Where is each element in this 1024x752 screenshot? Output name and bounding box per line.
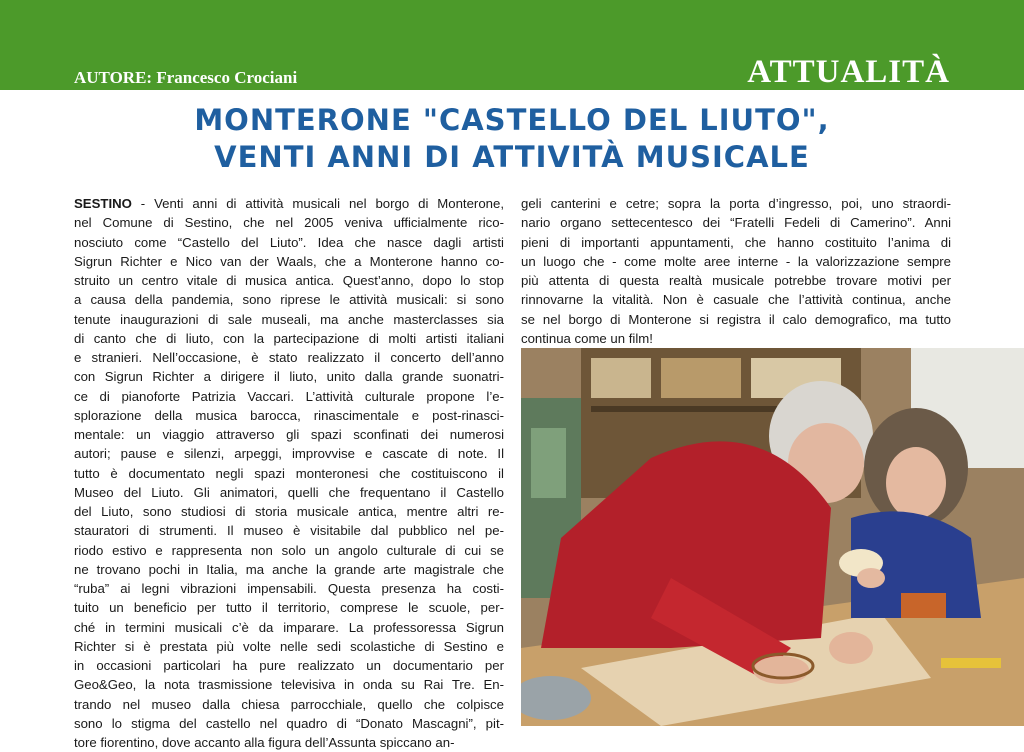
article-line: un luogo che - come molte aree interne - la valorizzazione sempre — [521, 253, 951, 269]
article-line: del Liuto, sono studiosi di storia musicale antica, mentre altri re- — [74, 504, 504, 519]
article-line: struito un centro vitale di musica antica. Quest’anno, dopo lo stop — [74, 273, 504, 288]
article-line: se nel borgo di Monterone si registra il calo demografico, ma tutto — [521, 311, 951, 327]
article-line: pieni di importanti appuntamenti, che hanno costituito l’anima di — [521, 234, 951, 250]
article-line: mentale: un viaggio attraverso gli spazi sconfinati dei numerosi — [74, 427, 504, 442]
article-line: ne trovano pochi in Italia, ma anche la grande arte magistrale che — [74, 561, 504, 577]
article-line: splorazione della musica barocca, rinascimentale e post-rinasci- — [74, 407, 504, 423]
article-line: riodo estivo e rappresenta non solo un angolo culturale di cui se — [74, 542, 504, 558]
article-line: stauratori di strumenti. Il museo è visitabile dal pubblico nel pe- — [74, 523, 504, 539]
photo-illustration — [521, 348, 1024, 726]
article-line: in occasioni particolari ha pure realizzato un documentario per — [74, 658, 504, 673]
article-line: Museo del Liuto. Gli animatori, quelli che frequentano il Castello — [74, 484, 504, 500]
article-line: nario organo settecentesco dei “Fratelli Fedeli di Camerino”. Anni — [521, 215, 951, 231]
article-line: autori; pause e silenzi, arpeggi, improvvise e cascate di note. Il — [74, 446, 504, 462]
article-line: Sigrun Richter e Nico van der Waals, che a Monterone hanno co- — [74, 253, 504, 269]
article-dateline: SESTINO — [74, 196, 132, 211]
article-line: nel Comune di Sestino, che nel 2005 veniva ufficialmente rico- — [74, 215, 504, 231]
article-line: sono lo stigma del castello nel quadro di “Donato Mascagni”, pit- — [74, 715, 504, 731]
article-line: tutto è documentato negli spazi monteronesi che costituiscono il — [74, 465, 504, 481]
article-line: tore fiorentino, dove accanto alla figura dell’Assunta spiccano an- — [74, 735, 455, 750]
article-photo — [521, 348, 1024, 726]
article-column-right — [521, 194, 951, 348]
author-credit: AUTORE: Francesco Crociani — [74, 68, 298, 87]
article-line: tuito un beneficio per tutto il territorio, comprese le scuole, per- — [74, 600, 504, 616]
article-line: “ruba” ai legni vibrazioni impensabili. Questa presenza ha costi- — [74, 581, 504, 596]
article-column-left — [74, 194, 504, 752]
article-line: Richter si è prestata più volte nelle sedi scolastiche di Sestino e — [74, 638, 504, 654]
article-line: tenute inaugurazioni di sale museali, ma anche masterclasses sia — [74, 311, 504, 327]
article-line: con Sigrun Richter a dirigere il liuto, unito dalla grande suonatri- — [74, 369, 504, 385]
article-line: e stranieri. Nell’occasione, è stato realizzato il concerto dell’anno — [74, 350, 504, 365]
section-label: ATTUALITÀ — [747, 54, 950, 90]
article-line: SESTINO - Venti anni di attività musicali nel borgo di Monterone, — [74, 196, 504, 211]
article-line: Geo&Geo, la nota trasmissione televisiva in onda su Rai Tre. En- — [74, 677, 504, 693]
article-line: continua come un film! — [521, 330, 653, 346]
article-line: rinnovarne la vitalità. Non è casuale che l’attività continua, anche — [521, 292, 951, 308]
article-line: geli canterini e cetre; sopra la porta d’ingresso, poi, uno straordi- — [521, 196, 951, 211]
article-line: trando nel museo dalla chiesa parrocchiale, quello che colpisce — [74, 696, 504, 712]
article-line: più attenta di questa realtà musicale potrebbe trovare motivi per — [521, 273, 951, 288]
article-line: a causa della pandemia, sono riprese le attività musicali: si sono — [74, 292, 504, 308]
article-line: nosciuto come “Castello del Liuto”. Idea che nasce dagli artisti — [74, 234, 504, 250]
article-line: di canto che di liuto, con la partecipazione di molti artisti italiani — [74, 330, 504, 346]
article-line: ce di pianoforte Patrizia Vaccari. L’attività culturale propone l’e- — [74, 388, 504, 404]
article-line: ché in termini musicali c’è da imparare. La professoressa Sigrun — [74, 619, 504, 635]
headline-line-2: VENTI ANNI DI ATTIVITÀ MUSICALE — [214, 140, 810, 174]
headline-line-1: MONTERONE "CASTELLO DEL LIUTO", — [194, 103, 830, 137]
